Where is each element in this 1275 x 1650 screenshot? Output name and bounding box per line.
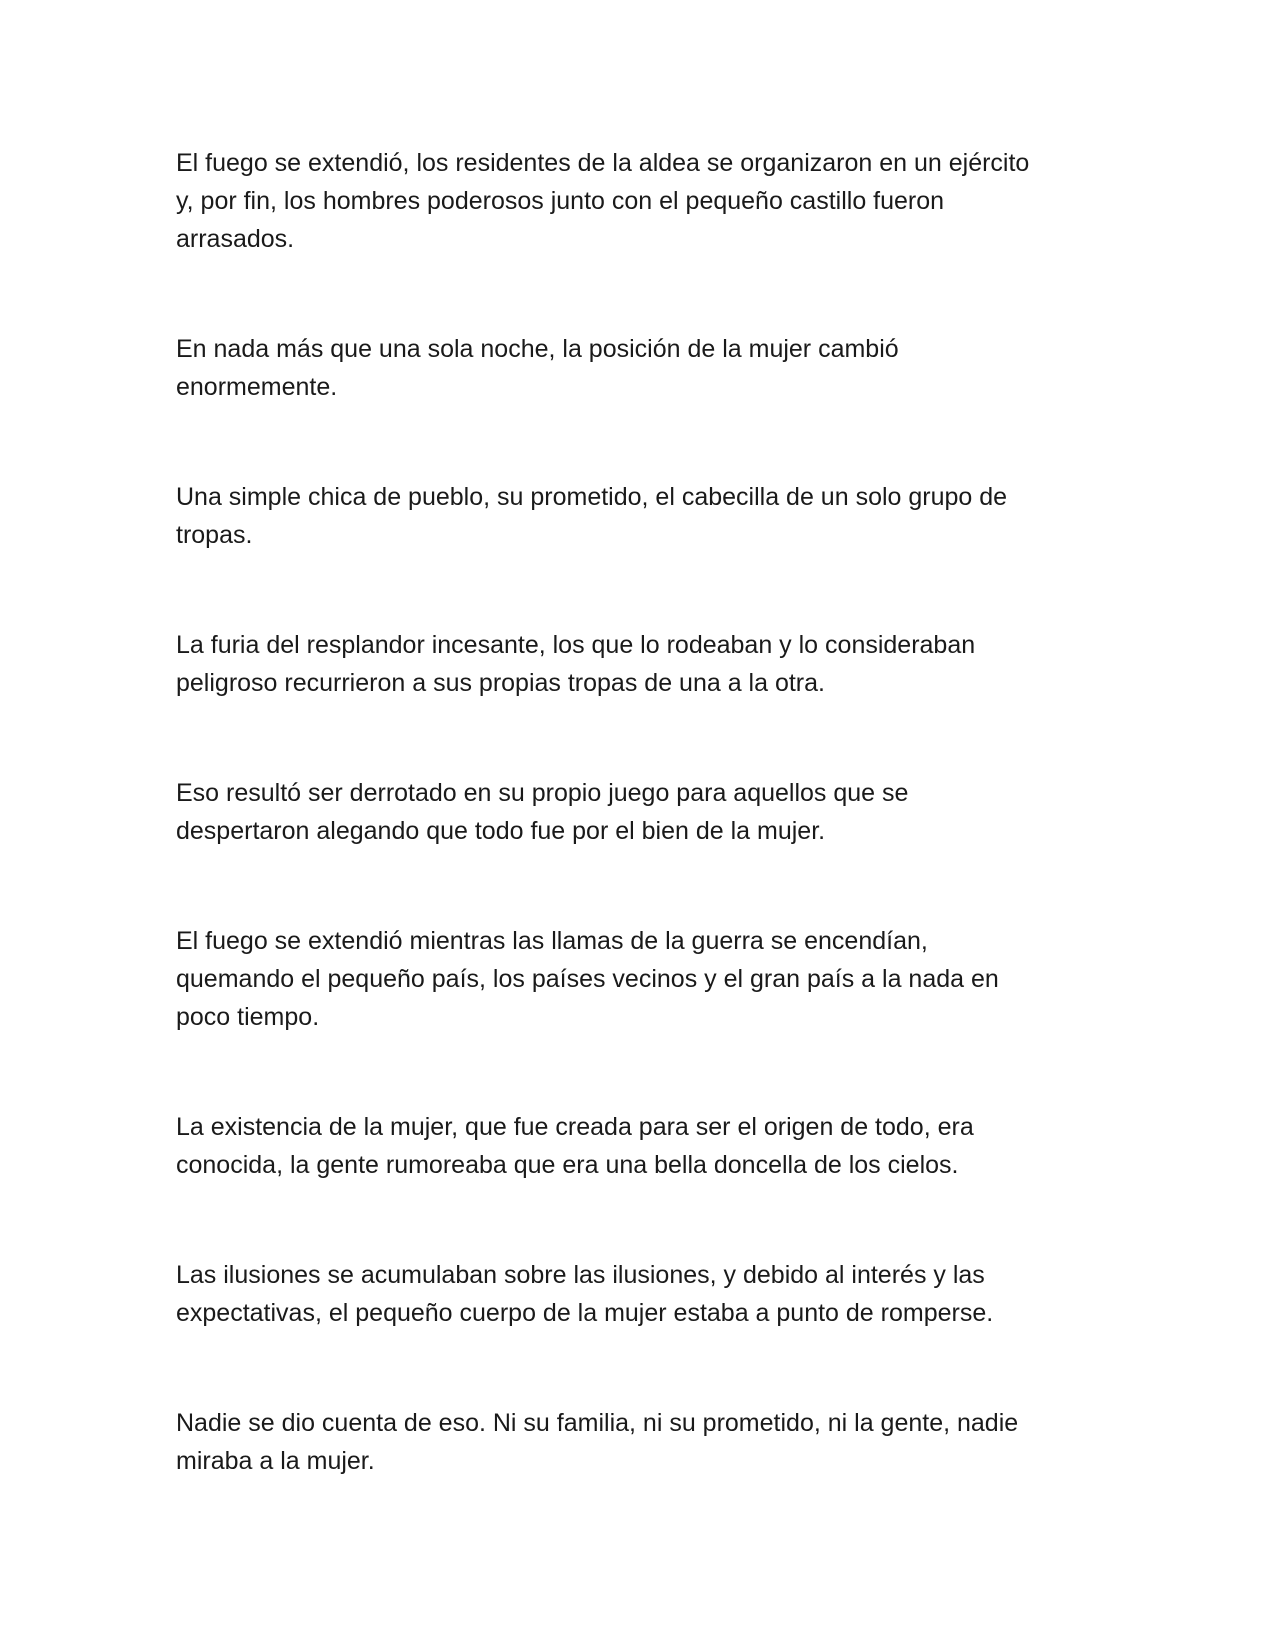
paragraph-4: La furia del resplandor incesante, los que lo rodeaban y lo consideraban peligroso recurrieron a sus propias tropas de una a la otra.: [176, 631, 976, 697]
paragraph-3: Una simple chica de pueblo, su prometido, el cabecilla de un solo grupo de tropas.: [176, 483, 1008, 549]
paragraph-7: La existencia de la mujer, que fue creada para ser el origen de todo, era conocida, la gente rumoreaba que era una bella doncella de los cielos.: [176, 1113, 974, 1179]
paragraph-6: El fuego se extendió mientras las llamas de la guerra se encendían, quemando el pequeño país, los países vecinos y el gran país a la nada en poco tiempo.: [176, 927, 999, 1031]
document-body: [176, 144, 1096, 1480]
paragraph-2: En nada más que una sola noche, la posición de la mujer cambió enormemente.: [176, 335, 899, 401]
paragraph-5: Eso resultó ser derrotado en su propio juego para aquellos que se despertaron alegando que todo fue por el bien de la mujer.: [176, 779, 909, 845]
paragraph-8: Las ilusiones se acumulaban sobre las ilusiones, y debido al interés y las expectativas, el pequeño cuerpo de la mujer estaba a punto de romperse.: [176, 1261, 994, 1327]
paragraph-1: El fuego se extendió, los residentes de la aldea se organizaron en un ejército y, por fin, los hombres poderosos junto con el pequeño castillo fueron arrasados.: [176, 149, 1030, 253]
paragraph-9: Nadie se dio cuenta de eso. Ni su familia, ni su prometido, ni la gente, nadie miraba a la mujer.: [176, 1409, 1019, 1475]
